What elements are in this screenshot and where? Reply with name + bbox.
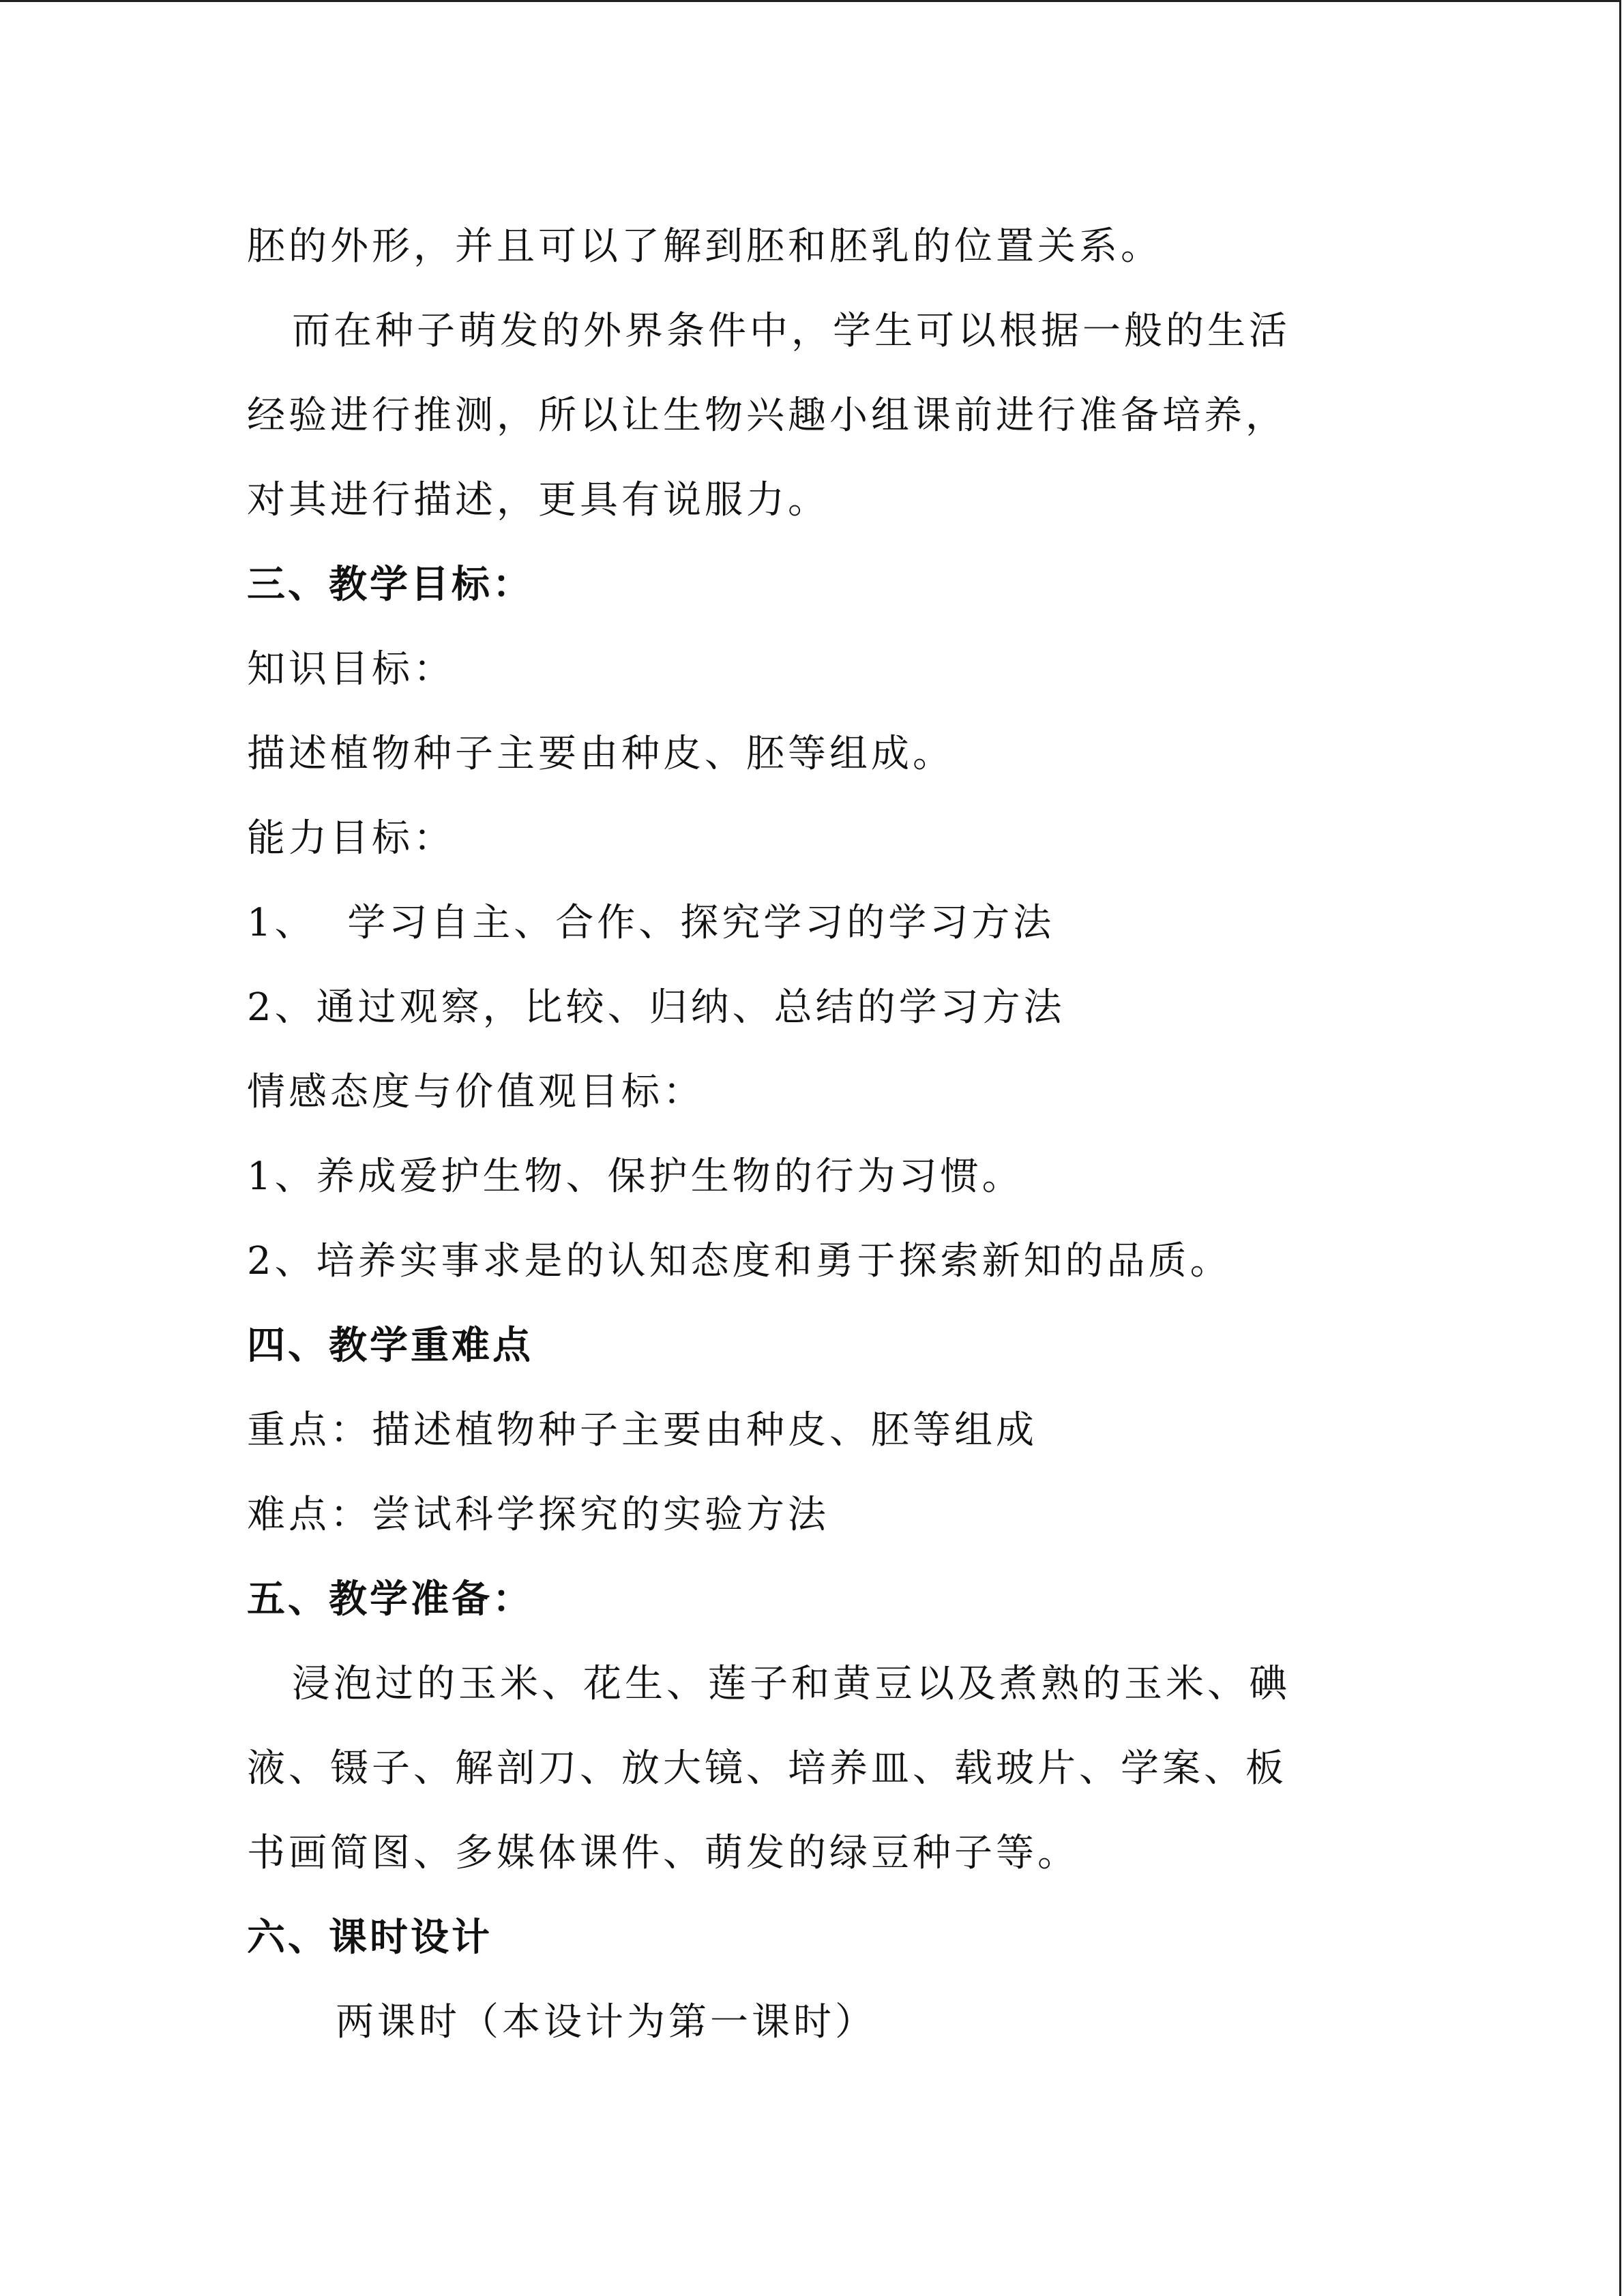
section-heading-preparation: 五、教学准备： [247,1577,533,1622]
schedule-text: 两课时（本设计为第一课时） [336,2000,876,2044]
section-heading-objectives: 三、教学目标： [247,563,533,607]
ability-goal-item: 1、 学习自主、合作、探究学习的学习方法 [247,901,1055,945]
document-body [247,205,1352,2065]
difficulty-point: 难点：尝试科学探究的实验方法 [247,1493,829,1537]
section-heading-schedule: 六、课时设计 [247,1915,492,1960]
key-point: 重点：描述植物种子主要由种皮、胚等组成 [247,1408,1037,1452]
paragraph-line: 而在种子萌发的外界条件中，学生可以根据一般的生活 [292,309,1290,353]
paragraph-line: 对其进行描述，更具有说服力。 [247,478,829,522]
knowledge-goal-label: 知识目标： [247,647,455,691]
emotion-goal-item: 1、养成爱护生物、保护生物的行为习惯。 [247,1154,1024,1199]
emotion-goal-label: 情感态度与价值观目标： [247,1070,705,1114]
knowledge-goal-item: 描述植物种子主要由种皮、胚等组成。 [247,732,954,776]
preparation-line: 液、镊子、解剖刀、放大镜、培养皿、载玻片、学案、板 [247,1746,1287,1791]
ability-goal-item: 2、通过观察，比较、归纳、总结的学习方法 [247,985,1065,1030]
preparation-line: 书画简图、多媒体课件、萌发的绿豆种子等。 [247,1831,1079,1875]
section-heading-key-points: 四、教学重难点 [247,1324,533,1368]
preparation-line: 浸泡过的玉米、花生、莲子和黄豆以及煮熟的玉米、碘 [292,1662,1290,1706]
paragraph-line: 经验进行推测，所以让生物兴趣小组课前进行准备培养， [247,393,1287,438]
emotion-goal-item: 2、培养实事求是的认知态度和勇于探索新知的品质。 [247,1239,1232,1283]
ability-goal-label: 能力目标： [247,816,455,861]
paragraph-line: 胚的外形，并且可以了解到胚和胚乳的位置关系。 [247,224,1162,269]
